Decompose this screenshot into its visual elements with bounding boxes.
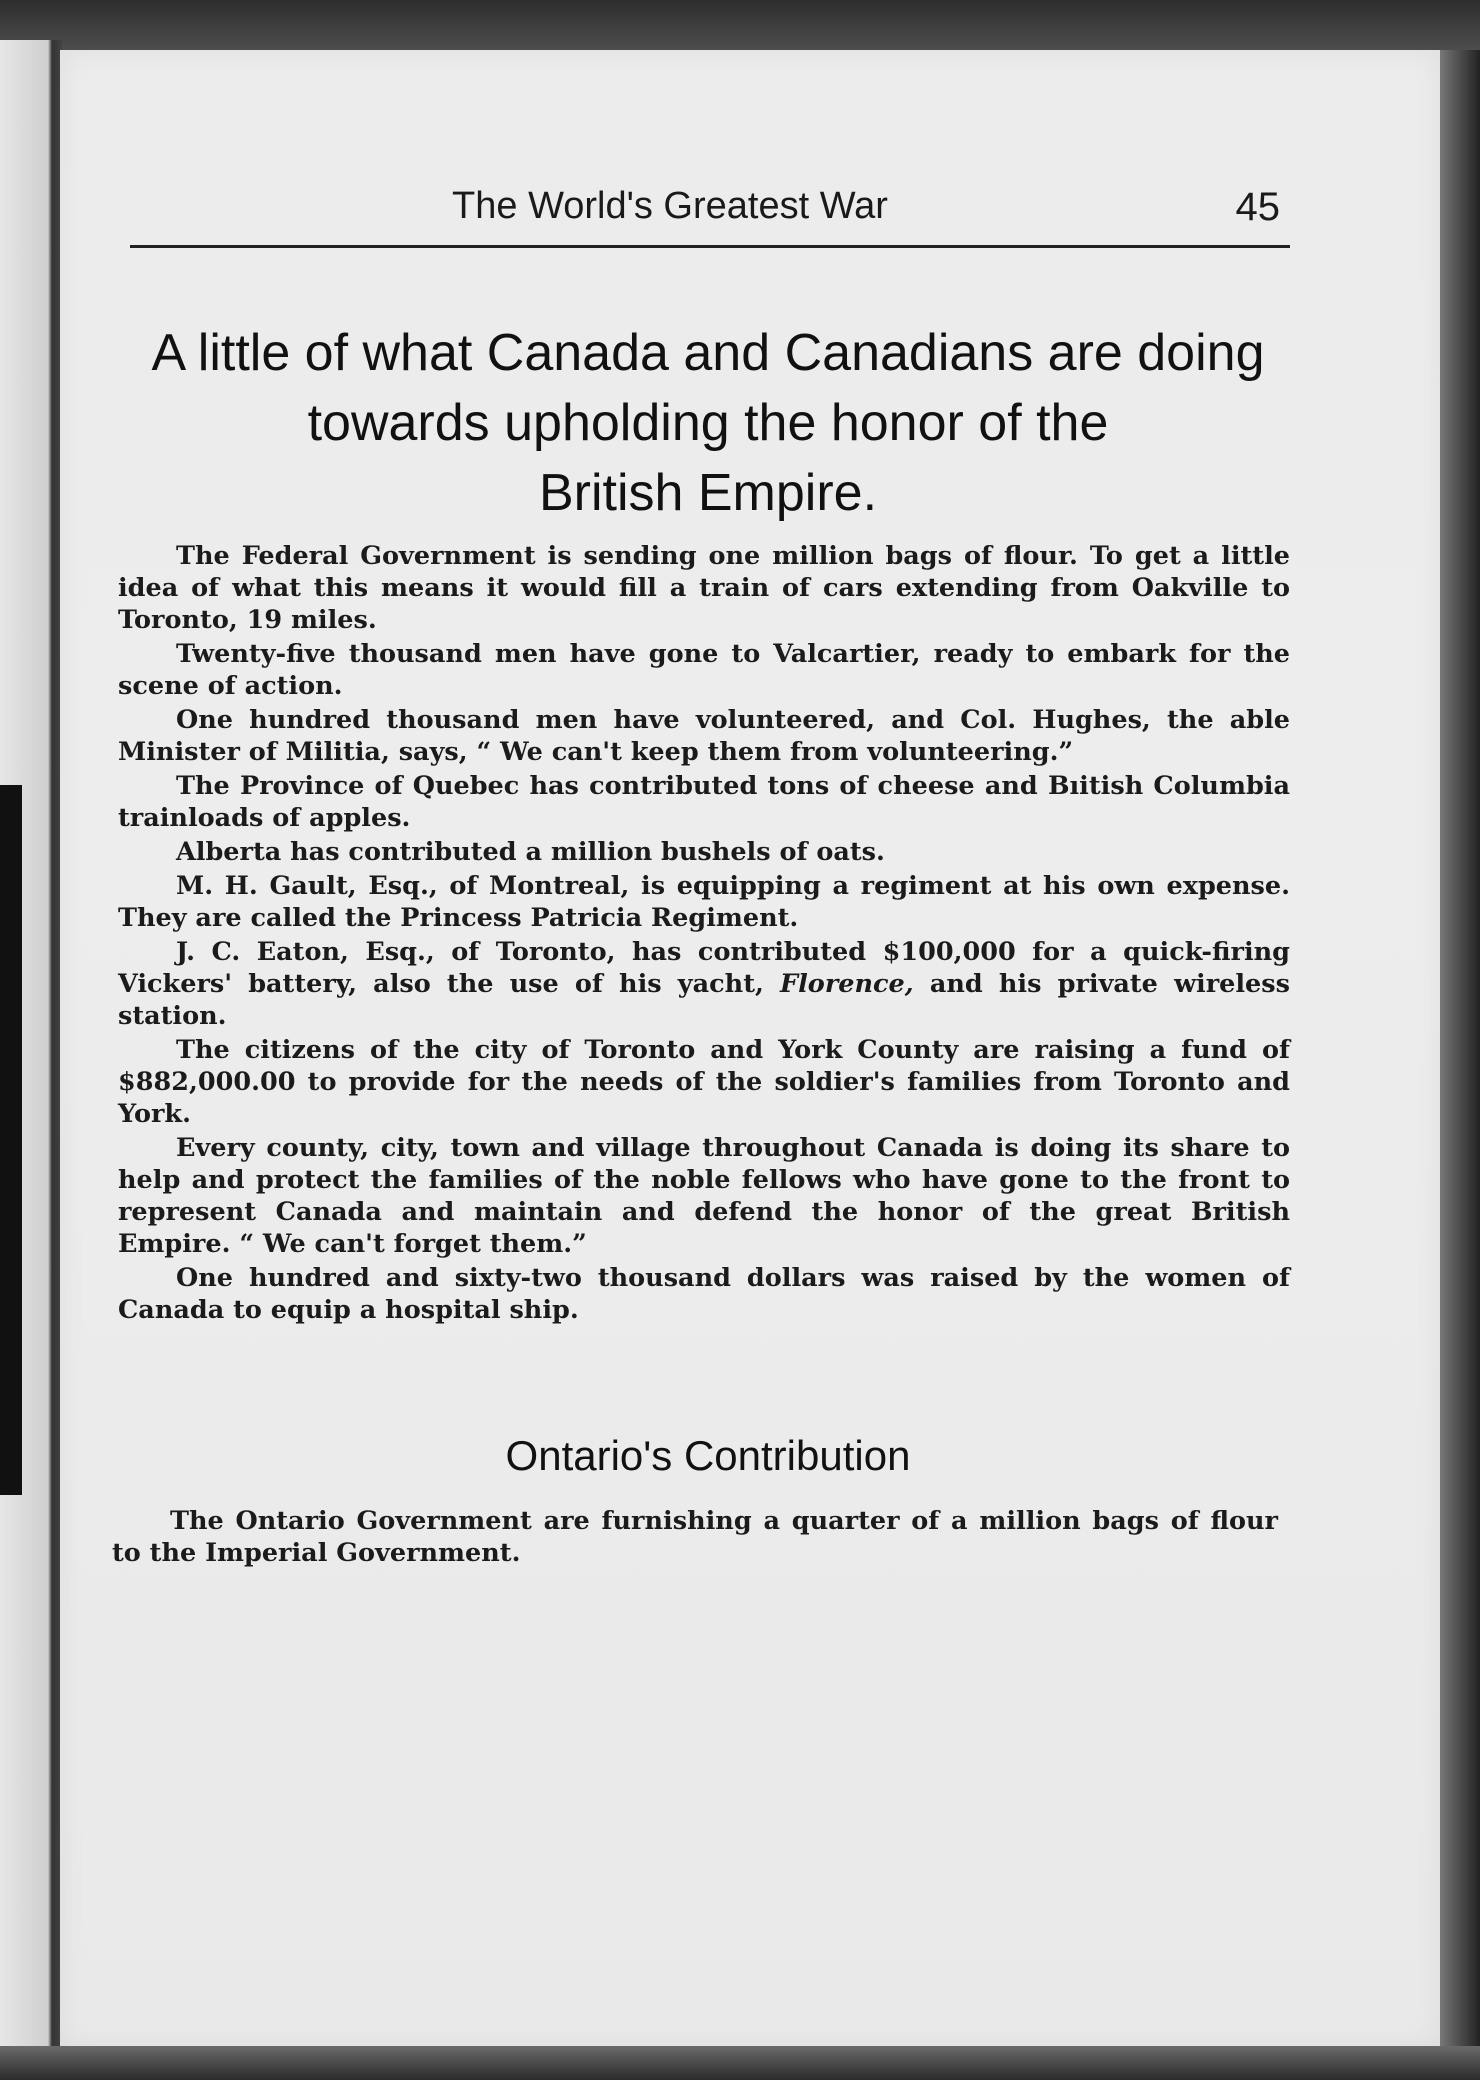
paragraph-ontario-flour: The Ontario Government are furnishing a quarter of a million bags of flour to the Imperial Government. bbox=[112, 1506, 1278, 1568]
scan-bottom-border bbox=[0, 2046, 1480, 2080]
page-number: 45 bbox=[1235, 185, 1280, 229]
body-text bbox=[118, 540, 1290, 1328]
paragraph-gault: M. H. Gault, Esq., of Montreal, is equipping a regiment at his own expense. They are called the Princess Patricia Regiment. bbox=[118, 871, 1290, 933]
page-heading bbox=[118, 318, 1298, 528]
section-paragraph bbox=[112, 1505, 1278, 1571]
eaton-text-before: J. C. Eaton, Esq., of Toronto, has contributed $100,000 for a quick-firing Vickers' battery, also the use of his yacht, bbox=[118, 937, 1290, 999]
binding-shadow bbox=[0, 785, 22, 1495]
yacht-name: Florence, bbox=[780, 969, 914, 999]
section-heading: Ontario's Contribution bbox=[505, 1432, 911, 1479]
paragraph-eaton bbox=[118, 936, 1290, 1032]
paragraph-alberta: Alberta has contributed a million bushels of oats. bbox=[176, 837, 885, 867]
paragraph-hospital-ship: One hundred and sixty-two thousand dollars was raised by the women of Canada to equip a hospital ship. bbox=[118, 1263, 1290, 1325]
heading-line-1: A little of what Canada and Canadians are doing bbox=[151, 324, 1265, 382]
paragraph-valcartier: Twenty-five thousand men have gone to Valcartier, ready to embark for the scene of action. bbox=[118, 639, 1290, 701]
heading-line-2: towards upholding the honor of the bbox=[307, 394, 1109, 452]
running-header bbox=[130, 185, 1290, 248]
paragraph-volunteers: One hundred thousand men have volunteered, and Col. Hughes, the able Minister of Militia, says, “ We can't keep them from volunteering.” bbox=[118, 705, 1290, 767]
page-right-shadow bbox=[1440, 50, 1480, 2050]
running-title: The World's Greatest War bbox=[452, 185, 888, 227]
paragraph-quebec-bc: The Province of Quebec has contributed tons of cheese and Bıitish Columbia trainloads of apples. bbox=[118, 771, 1290, 833]
paragraph-federal-flour: The Federal Government is sending one million bags of flour. To get a little idea of what this means it would fill a train of cars extending from Oakville to Toronto, 19 miles. bbox=[118, 541, 1290, 635]
heading-line-3: British Empire. bbox=[538, 464, 878, 522]
paragraph-every-county: Every county, city, town and village throughout Canada is doing its share to help and protect the families of the noble fellows who have gone to the front to represent Canada and maintain and defend the honor of the great British Empire. “ We can't forget them.” bbox=[118, 1133, 1290, 1259]
eaton-text-after: and his private wireless station. bbox=[118, 969, 1290, 1031]
paragraph-toronto-fund: The citizens of the city of Toronto and York County are raising a fund of $882,000.00 to provide for the needs of the soldier's families from Toronto and York. bbox=[118, 1035, 1290, 1129]
